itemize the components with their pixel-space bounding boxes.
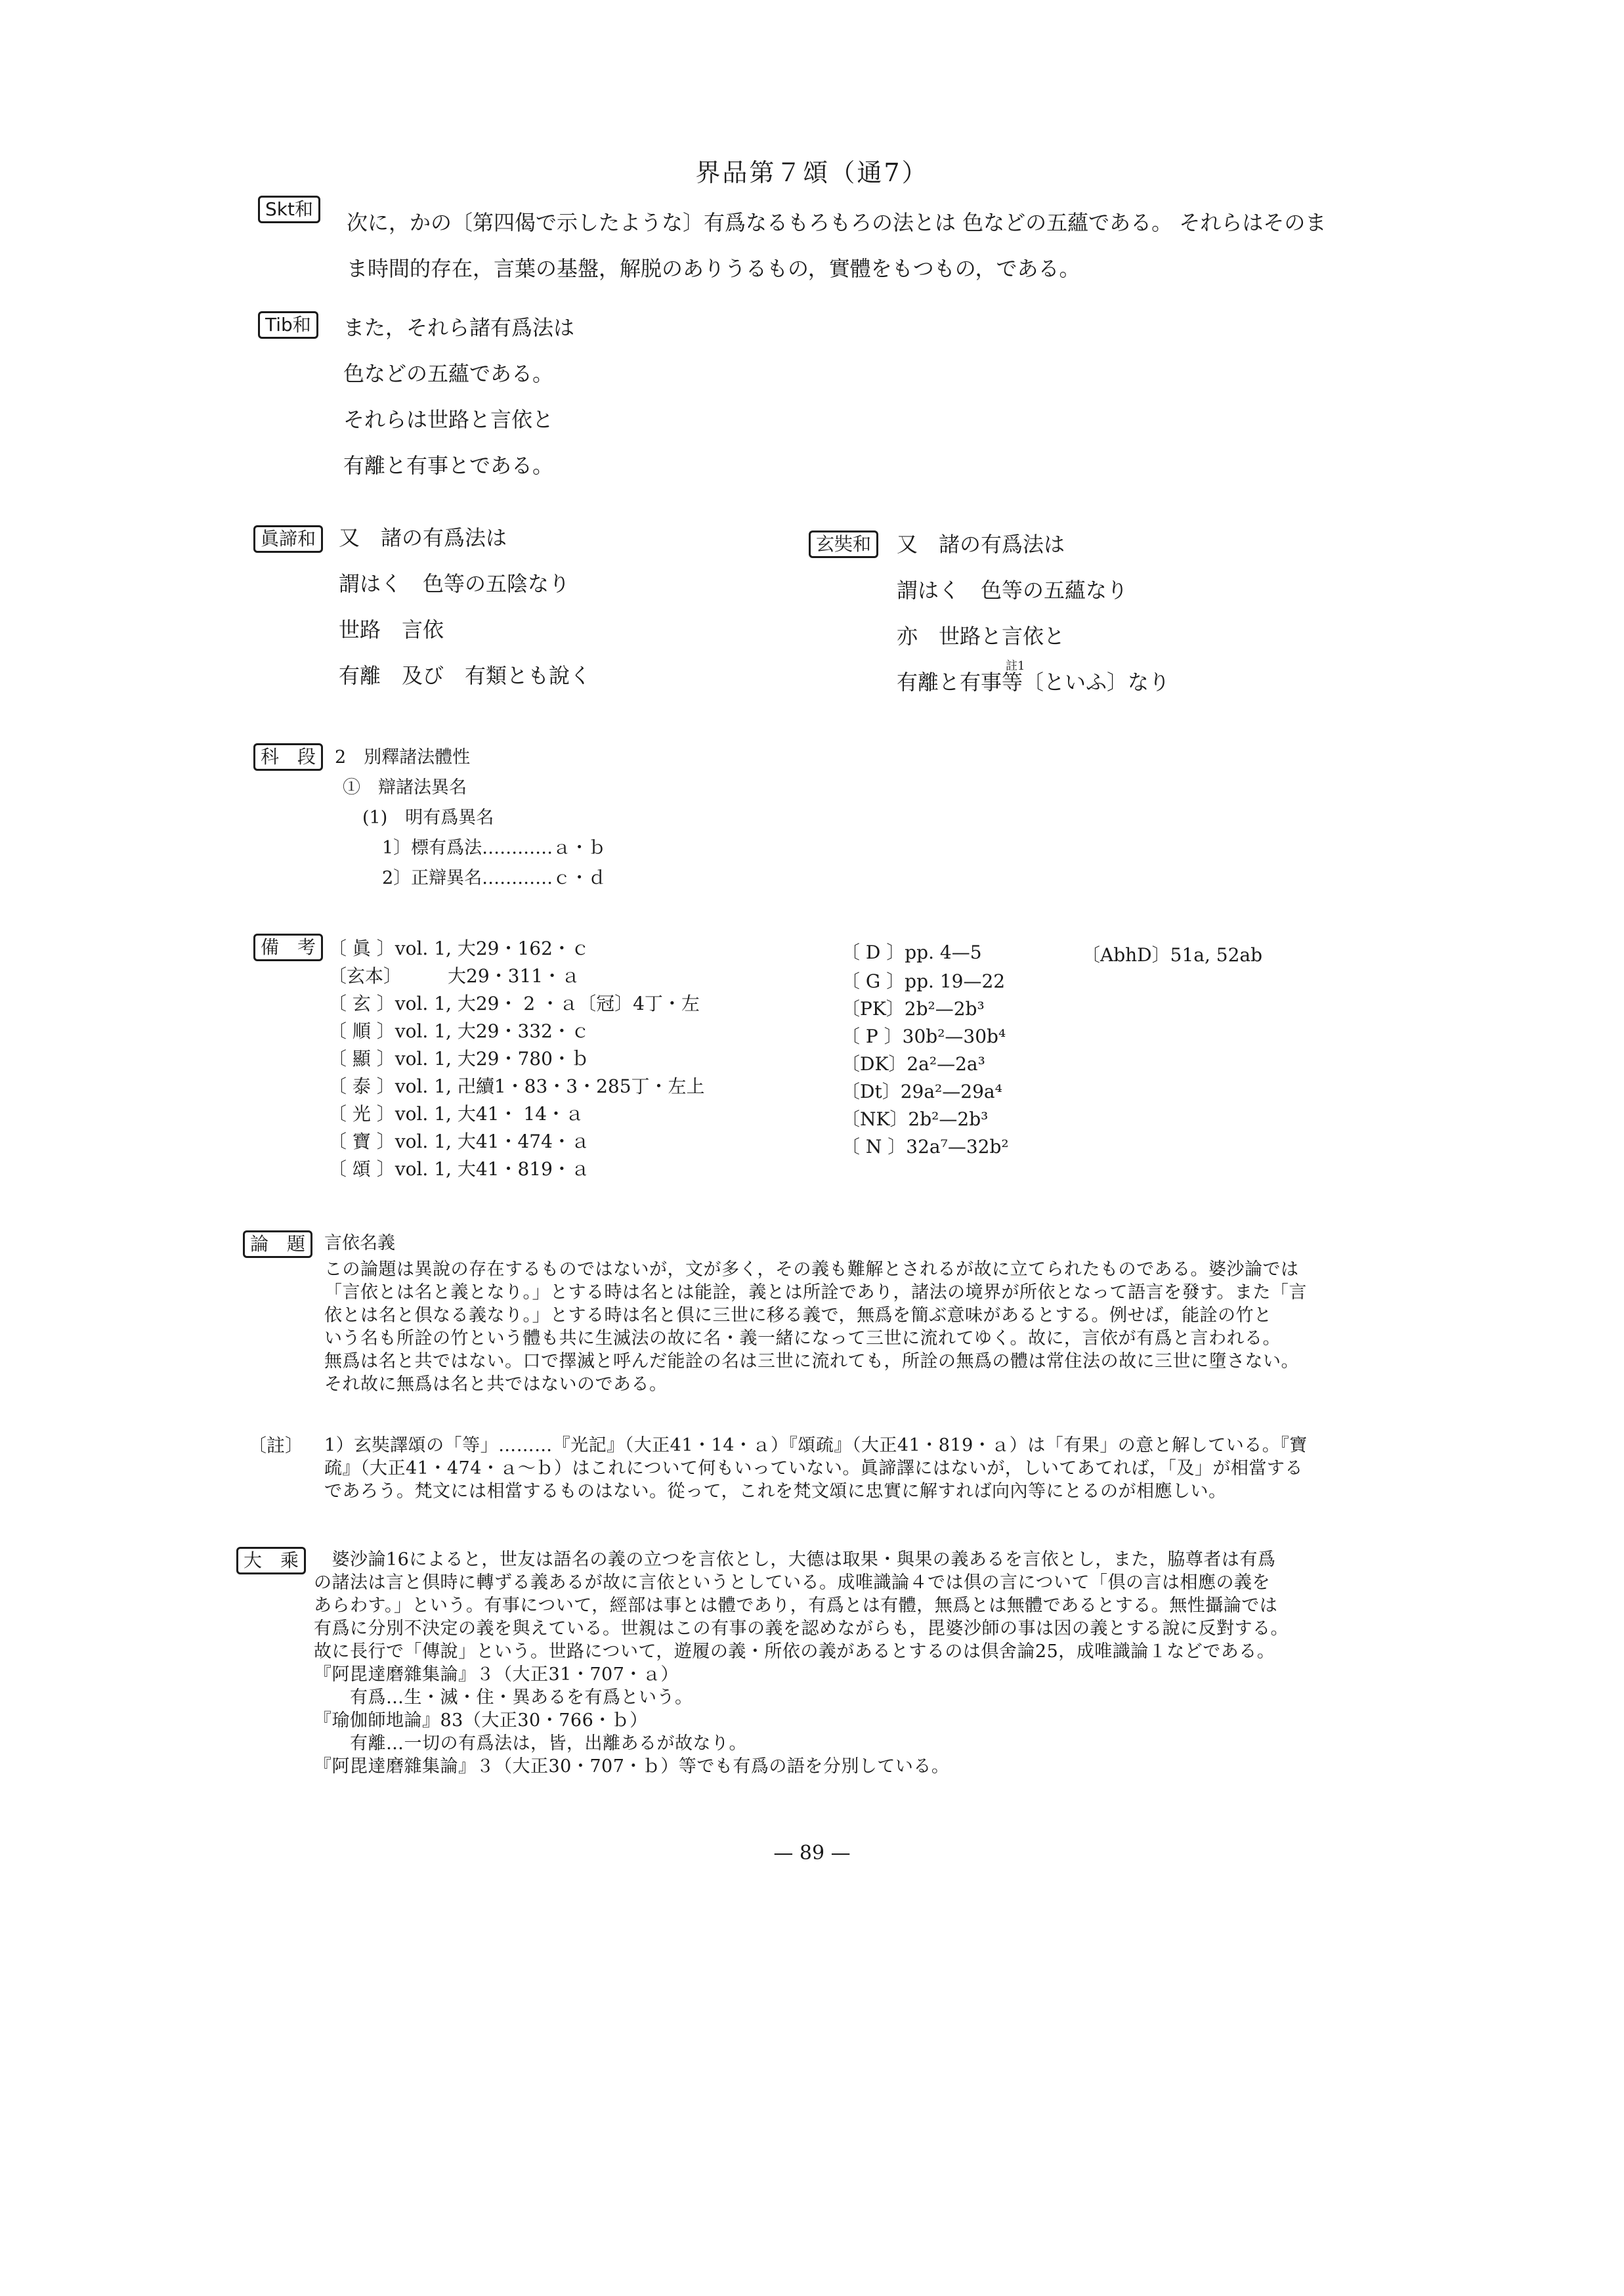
tib-label: Tib和	[258, 311, 318, 339]
genjo-label: 玄奘和	[809, 531, 878, 558]
biko-ref: 〔 顯 〕vol. 1, 大29・780・ｂ	[328, 1048, 589, 1070]
biko-ref: 〔NK〕2b²—2b³	[842, 1108, 989, 1130]
kadan-line: 2〕正辯異名…………ｃ・ｄ	[382, 868, 607, 888]
tib-verse	[343, 314, 574, 498]
shintai-verse-line: 有離 及び 有類とも說く	[339, 663, 591, 688]
biko-ref: 〔 寶 〕vol. 1, 大41・474・ａ	[328, 1131, 589, 1152]
rondai-heading: 言依名義	[324, 1233, 395, 1253]
rondai-label: 論 題	[243, 1230, 312, 1258]
shintai-verse-line: 謂はく 色等の五陰なり	[339, 571, 570, 596]
genjo-verse	[897, 531, 1170, 714]
biko-right-list	[842, 968, 1009, 1161]
kadan-line: (1) 明有爲異名	[362, 808, 494, 828]
shintai-label: 眞諦和	[253, 525, 323, 553]
tib-verse-line: それらは世路と言依と	[343, 407, 554, 432]
tib-verse-line: また，それら諸有爲法は	[343, 315, 575, 340]
rondai-text: この論題は異說の存在するものではないが，文が多く，その義も難解とされるが故に立てられたものである。婆沙論では 「言依とは名と義となり。」とする時は名とは能詮，義とは所詮であり，諸法の境界が所依となって語言を發す。また「言 依とは名と倶なる義なり。」とする時は名と倶に三世に移る義で，無爲を簡ぶ意味があるとする。例せば，能詮の竹と いう名も所詮の竹という體も共に生滅法の故に名・義一緒になって三世に流れてゆく。故に，言依が有爲と言われる。 無爲は名と共ではない。口で擇滅と呼んだ能詮の名は三世に流れても，所詮の無爲の體は常住法の故に三世に墮さない。 それ故に無爲は名と共ではないのである。	[324, 1259, 1307, 1395]
tib-verse-line: 色などの五蘊である。	[343, 361, 554, 386]
shintai-verse-line: 世路 言依	[339, 617, 444, 642]
genjo-verse-line: 亦 世路と言依と	[897, 624, 1065, 649]
biko-ref: 〔 N 〕32a⁷—32b²	[842, 1136, 1009, 1158]
genjo-verse-line: 又 諸の有爲法は	[897, 532, 1065, 557]
skt-line-2: ま時間的存在，言葉の基盤，解脱のありうるもの，實體をもつもの，である。	[347, 256, 1080, 281]
skt-label: Skt和	[258, 196, 320, 223]
chu-text: 1）玄奘譯頌の「等」………『光記』（大正41・14・ａ）『頌疏』（大正41・819・ａ）は「有果」の意と解している。『寶 疏』（大正41・474・ａ～ｂ）はこれについて何もいっていない。眞諦譯にはないが，しいてあてれば，「及」が相當する であろう。梵文には相當するものはない。從って，これを梵文頌に忠實に解すれば向內等にとるのが相應しい。	[324, 1435, 1308, 1502]
taijo-text: 婆沙論16によると，世友は語名の義の立つを言依とし，大德は取果・與果の義あるを言依とし，また，脇尊者は有爲 の諸法は言と倶時に轉ずる義あるが故に言依というとしている。成唯識論４では倶の言について「倶の言は相應の義を あらわす。」という。有事について，經部は事とは體であり，有爲とは有體，無爲とは無體であるとする。無性攝論では 有爲に分別不決定の義を與えている。世親はこの有事の義を認めながらも，毘婆沙師の事は因の義とする說に反對する。 故に長行で「傳說」という。世路について，遊履の義・所依の義があるとするのは倶舍論25，成唯識論１などである。 『阿毘達磨雜集論』３（大正31・707・ａ） 有爲…生・滅・住・異あるを有爲という。 『瑜伽師地論』83（大正30・766・ｂ） 有離…一切の有爲法は，皆，出離あるが故なり。 『阿毘達磨雜集論』３（大正30・707・ｂ）等でも有爲の語を分別している。	[314, 1549, 1289, 1777]
biko-label: 備 考	[253, 934, 323, 961]
biko-ref: 〔DK〕2a²—2a³	[842, 1053, 985, 1075]
kadan-line: 1〕標有爲法…………ａ・ｂ	[382, 838, 607, 858]
tib-verse-line: 有離と有事とである。	[343, 453, 554, 478]
page-number: — 89 —	[773, 1842, 851, 1865]
biko-ref: 〔玄本〕 大29・311・ａ	[328, 965, 580, 987]
biko-ref: 〔PK〕2b²—2b³	[842, 998, 985, 1020]
page-title: 界品第７頌（通7）	[695, 158, 929, 187]
biko-ref: 〔 P 〕30b²—30b⁴	[842, 1026, 1006, 1047]
biko-ref: 〔 G 〕pp. 19—22	[842, 970, 1006, 992]
skt-line-1: 次に，かの〔第四偈で示したような〕有爲なるもろもろの法とは 色などの五蘊である。 それらはそのま	[347, 210, 1327, 235]
biko-ref-abhd: 〔AbhD〕51a, 52ab	[1082, 944, 1262, 966]
biko-ref: 〔 光 〕vol. 1, 大41・ 14・ａ	[328, 1103, 584, 1125]
kadan-line: 2 別釋諸法體性	[335, 747, 471, 768]
shintai-verse	[339, 524, 591, 708]
kadan-label: 科 段	[253, 743, 323, 771]
biko-ref: 〔 玄 〕vol. 1, 大29・ 2 ・ａ〔冠〕4丁・左	[328, 993, 700, 1014]
biko-ref: 〔 眞 〕vol. 1, 大29・162・ｃ	[328, 938, 589, 959]
biko-ref: 〔 頌 〕vol. 1, 大41・819・ａ	[328, 1158, 589, 1180]
shintai-verse-line: 又 諸の有爲法は	[339, 525, 507, 550]
taijo-label: 大 乘	[236, 1547, 306, 1574]
genjo-verse-line: 謂はく 色等の五蘊なり	[897, 578, 1128, 603]
biko-left-list	[328, 935, 705, 1183]
kadan-line: ① 辯諸法異名	[343, 777, 467, 798]
genjo-verse-line: 有離と有事等〔といふ〕なり	[897, 670, 1170, 695]
chu-label: 〔註〕	[248, 1435, 304, 1456]
biko-ref: 〔 順 〕vol. 1, 大29・332・ｃ	[328, 1020, 589, 1042]
biko-ref: 〔Dt〕29a²—29a⁴	[842, 1081, 1002, 1102]
biko-ref-d: 〔 D 〕pp. 4—5	[842, 942, 982, 963]
biko-ref: 〔 泰 〕vol. 1, 卍續1・83・3・285丁・左上	[328, 1075, 705, 1097]
genjo-footnote-mark: 註1	[1006, 659, 1025, 673]
